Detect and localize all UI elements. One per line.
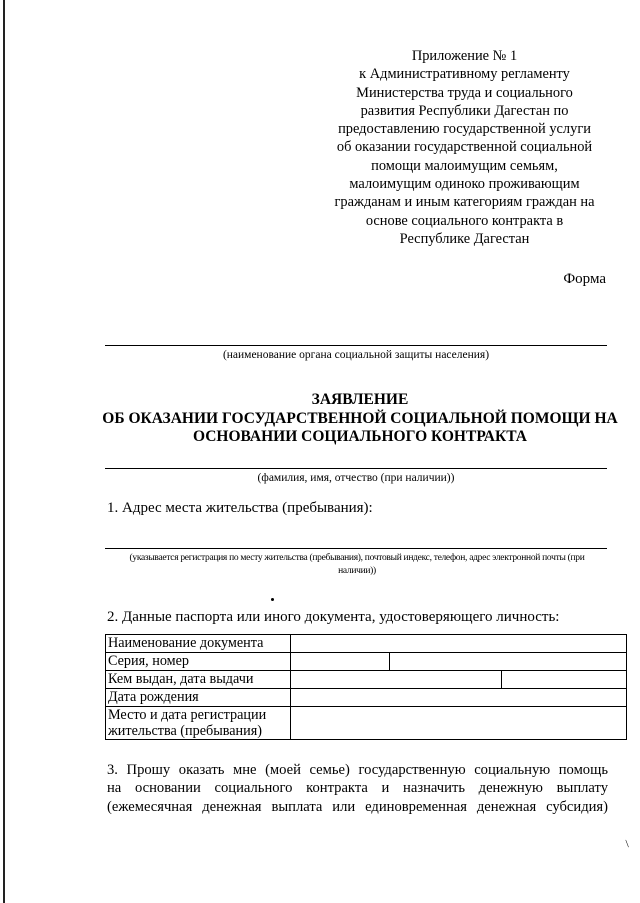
address-blank-line <box>105 548 607 549</box>
authority-caption: (наименование органа социальной защиты населения) <box>222 349 490 361</box>
appendix-line: Приложение № 1 <box>411 48 518 64</box>
scan-mark: / <box>622 838 633 850</box>
title-line-2: ОБ ОКАЗАНИИ ГОСУДАРСТВЕННОЙ СОЦИАЛЬНОЙ ПОМОЩИ НА <box>102 409 618 427</box>
birth-date-cell[interactable] <box>291 689 627 707</box>
document-title <box>100 391 620 447</box>
appendix-line: об оказании государственной социальной <box>336 139 593 156</box>
appendix-line: основе социального контракта в <box>365 212 564 229</box>
passport-item: 2. Данные паспорта или иного документа, удостоверяющего личность: <box>107 609 560 625</box>
doc-name-label: Наименование документа <box>106 635 291 653</box>
table-row <box>106 653 627 671</box>
request-line-1: 3. Прошу оказать мне (моей семье) государственную социальную помощь <box>107 762 608 778</box>
title-line-1: ЗАЯВЛЕНИЕ <box>311 391 409 408</box>
name-caption: (фамилия, имя, отчество (при наличии)) <box>257 472 455 484</box>
appendix-line: к Административному регламенту <box>359 66 570 83</box>
birth-date-label: Дата рождения <box>106 689 291 707</box>
appendix-line: гражданам и иным категориям граждан на <box>334 194 595 211</box>
address-note-line-1: (указывается регистрация по месту жительства (пребывания), почтовый индекс, телефон, адрес электронной почты (при <box>129 553 585 563</box>
issued-by-label: Кем выдан, дата выдачи <box>106 671 291 689</box>
registration-label-line-1: Место и дата регистрации <box>108 707 267 723</box>
appendix-line: предоставлению государственной услуги <box>338 121 591 138</box>
appendix-line: развития Республики Дагестан по <box>360 102 569 119</box>
registration-label-line-2: жительства (пребывания) <box>108 723 262 739</box>
number-cell[interactable] <box>390 653 627 671</box>
table-row <box>106 707 627 740</box>
appendix-line: Министерства труда и социального <box>356 84 573 101</box>
request-line-3: (ежемесячная денежная выплата или единовременная денежная субсидия) <box>107 798 608 815</box>
form-label: Форма <box>563 271 606 287</box>
series-number-label: Серия, номер <box>106 653 291 671</box>
doc-name-cell[interactable] <box>291 635 627 653</box>
title-line-3: ОСНОВАНИИ СОЦИАЛЬНОГО КОНТРАКТА <box>192 428 527 445</box>
table-row <box>106 689 627 707</box>
request-paragraph <box>107 761 608 816</box>
appendix-line: помощи малоимущим семьям, <box>371 157 558 174</box>
request-line-2: на основании социального контракта и назначить денежную выплату <box>107 780 608 797</box>
registration-cell[interactable] <box>291 707 627 740</box>
table-row <box>106 635 627 653</box>
registration-label <box>106 707 291 740</box>
passport-table <box>105 634 627 740</box>
appendix-line: малоимущим одиноко проживающим <box>349 176 580 193</box>
scan-speck <box>271 598 274 601</box>
authority-blank-line <box>105 345 607 346</box>
issue-date-cell[interactable] <box>502 671 627 689</box>
series-cell[interactable] <box>291 653 390 671</box>
name-blank-line <box>105 468 607 469</box>
table-row <box>106 671 627 689</box>
address-note <box>107 552 607 578</box>
issued-by-cell[interactable] <box>291 671 502 689</box>
appendix-line: Республике Дагестан <box>399 230 530 247</box>
appendix-header <box>322 47 607 248</box>
address-item: 1. Адрес места жительства (пребывания): <box>107 500 373 516</box>
address-note-line-2: наличии)) <box>338 566 376 576</box>
scan-edge-line <box>3 0 5 903</box>
